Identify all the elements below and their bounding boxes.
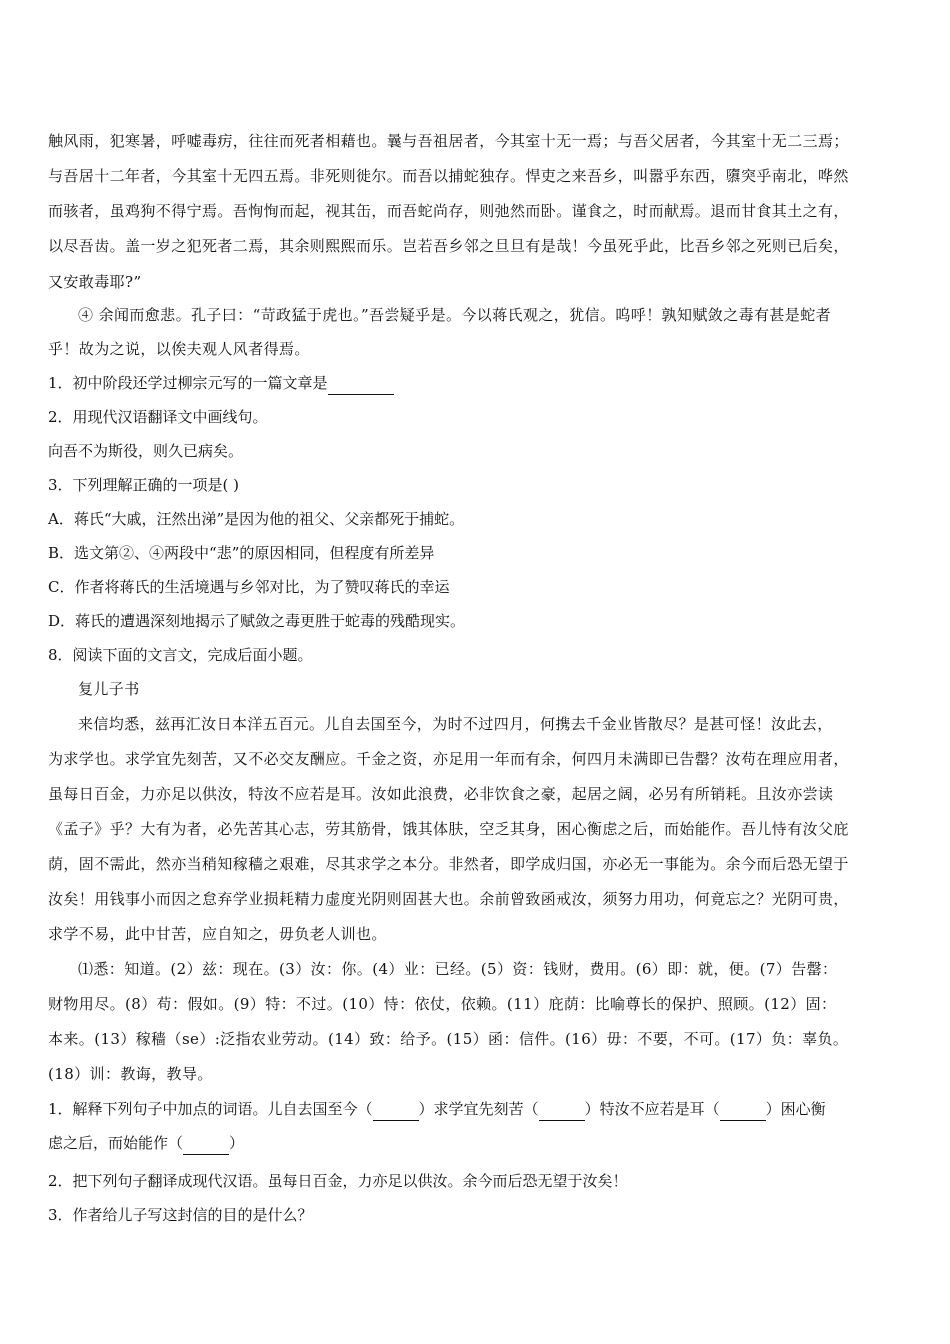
option-b: B．选文第②、④两段中“悲”的原因相同，但程度有所差异 bbox=[48, 544, 435, 562]
option-c: C．作者将蒋氏的生活境遇与乡邻对比，为了赞叹蒋氏的幸运 bbox=[48, 578, 450, 596]
answer-blank[interactable] bbox=[183, 1132, 229, 1155]
passage-line: 与吾居十二年者，今其室十无四五焉。非死则徙尔。而吾以捕蛇独存。悍吏之来吾乡，叫嚣乎东西，隳突乎南北，哗然 bbox=[48, 167, 849, 185]
essay-line: 荫，固不需此，然亦当稍知稼穑之艰难，尽其求学之本分。非然者，即学成归国，亦必无一事能为。余今而后恐无望于 bbox=[48, 855, 849, 873]
section-8-question-2: 2．把下列句子翻译成现代汉语。虽每日百金，力亦足以供汝。余今而后恐无望于汝矣！ bbox=[48, 1172, 628, 1190]
essay-line: 来信均悉，兹再汇汝日本洋五百元。儿自去国至今，为时不过四月，何携去千金业皆散尽？是甚可怪！汝此去， bbox=[78, 715, 833, 733]
question-3: 3．下列理解正确的一项是( ) bbox=[48, 476, 240, 494]
question-2: 2．用现代汉语翻译文中画线句。 bbox=[48, 408, 268, 426]
essay-line: 汝矣！用钱事小而因之怠弃学业损耗精力虚度光阴则固甚大也。余前曾致函戒汝，须努力用功，何竟忘之？光阴可贵， bbox=[48, 890, 849, 908]
note-line: (18）训：教诲，教导。 bbox=[48, 1065, 213, 1083]
essay-title: 复儿子书 bbox=[78, 680, 140, 698]
question-1 bbox=[48, 372, 908, 395]
answer-blank[interactable] bbox=[373, 1098, 419, 1121]
paragraph-4-line: 乎！故为之说，以俟夫观人风者得焉。 bbox=[48, 340, 310, 358]
section-8-question-1: 1．解释下列句子中加点的词语。儿自去国至今（ ）求学宜先刻苦（ ）特汝不应若是耳（ ）困心衡 bbox=[48, 1098, 908, 1121]
note-line: ⑴悉：知道。(2）兹：现在。(3）汝：你。(4）业：已经。(5）资：钱财，费用。(6）即：就，便。(7）告罄： bbox=[78, 960, 838, 978]
question-1-text: 1．初中阶段还学过柳宗元写的一篇文章是 bbox=[48, 374, 328, 392]
passage-line: 而骇者，虽鸡狗不得宁焉。吾恂恂而起，视其缶，而吾蛇尚存，则弛然而卧。谨食之，时而献焉。退而甘食其土之有， bbox=[48, 202, 849, 220]
passage-line: 触风雨，犯寒暑，呼嘘毒疠，往往而死者相藉也。曩与吾祖居者，今其室十无一焉；与吾父居者，今其室十无二三焉； bbox=[48, 132, 849, 150]
note-line: 本来。(13）稼穑（se）:泛指农业劳动。(14）致：给予。(15）函：信件。(16）毋：不要，不可。(17）负：辜负。 bbox=[48, 1030, 849, 1048]
essay-line: 虽每日百金，力亦足以供汝，特汝不应若是耳。汝如此浪费，必非饮食之豪，起居之阔，必另有所销耗。且汝亦尝读 bbox=[48, 785, 834, 803]
passage-line: 又安敢毒耶?” bbox=[48, 273, 142, 291]
answer-blank[interactable] bbox=[328, 372, 394, 395]
option-a: A．蒋氏“大戚，汪然出涕”是因为他的祖父、父亲都死于捕蛇。 bbox=[48, 510, 465, 528]
passage-line: 以尽吾齿。盖一岁之犯死者二焉，其余则熙熙而乐。岂若吾乡邻之旦旦有是哉！今虽死乎此，比吾乡邻之死则已后矣， bbox=[48, 237, 849, 255]
essay-line: 《孟子》乎？大有为者，必先苦其心志，劳其筋骨，饿其体肤，空乏其身，困心衡虑之后，而始能作。吾儿恃有汝父庇 bbox=[48, 820, 849, 838]
essay-line: 为求学也。求学宜先刻苦，又不必交友酬应。千金之资，亦足用一年而有余，何四月未满即已告罄？汝苟在理应用者， bbox=[48, 750, 849, 768]
option-d: D．蒋氏的遭遇深刻地揭示了赋敛之毒更胜于蛇毒的残酷现实。 bbox=[48, 612, 466, 630]
section-8-header: 8．阅读下面的文言文，完成后面小题。 bbox=[48, 646, 313, 664]
section-8-question-1-cont: 虑之后，而始能作（ ） bbox=[48, 1132, 908, 1155]
answer-blank[interactable] bbox=[720, 1098, 766, 1121]
note-line: 财物用尽。(8）苟：假如。(9）特：不过。(10）恃：依仗，依赖。(11）庇荫：比喻尊长的保护、照顾。(12）固： bbox=[48, 995, 837, 1013]
paragraph-4-line: ④ 余闻而愈悲。孔子曰：“苛政猛于虎也。”吾尝疑乎是。今以蒋氏观之，犹信。呜呼！孰知赋敛之毒有甚是蛇者 bbox=[78, 306, 832, 324]
answer-blank[interactable] bbox=[539, 1098, 585, 1121]
section-8-question-3: 3．作者给儿子写这封信的目的是什么？ bbox=[48, 1206, 313, 1224]
essay-line: 求学不易，此中甘苦，应自知之，毋负老人训也。 bbox=[48, 925, 387, 943]
question-2-sentence: 向吾不为斯役，则久已病矣。 bbox=[48, 442, 244, 460]
